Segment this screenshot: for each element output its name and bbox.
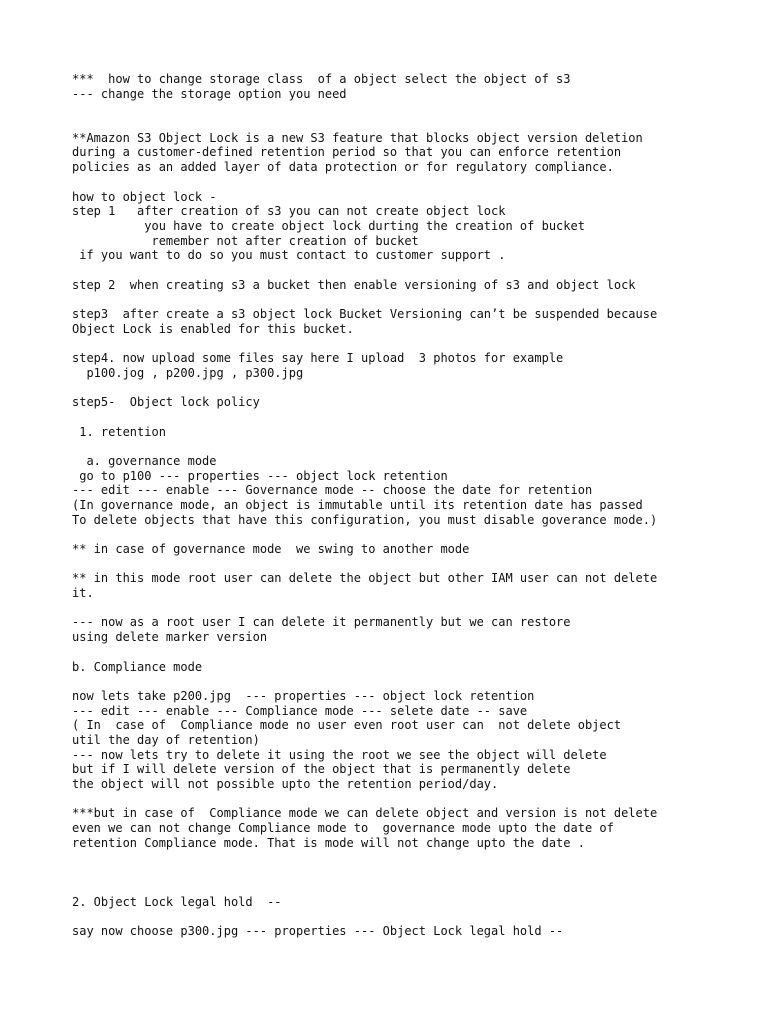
blank-line (72, 850, 752, 865)
blank-line (72, 792, 752, 807)
text-line: but if I will delete version of the object that is permanently delete (72, 762, 571, 777)
text-line: ( In case of Compliance mode no user even root user can not delete object (72, 718, 622, 733)
text-line: if you want to do so you must contact to customer support . (72, 248, 506, 263)
text-line: **Amazon S3 Object Lock is a new S3 feature that blocks object version deletion (72, 130, 643, 145)
blank-line (72, 645, 752, 660)
blank-line (72, 263, 752, 278)
text-line: ** in case of governance mode we swing to another mode (72, 542, 470, 556)
text-line: step5- Object lock policy (72, 395, 260, 410)
text-line: 1. retention (72, 424, 166, 439)
text-line: how to object lock - (72, 189, 217, 204)
text-line: To delete objects that have this configuration, you must disable goverance mode.) (72, 512, 658, 527)
text-line: util the day of retention) (72, 732, 260, 747)
text-line: step4. now upload some files say here I upload 3 photos for example (72, 351, 564, 366)
text-line: during a customer-defined retention period so that you can enforce retention (72, 145, 622, 160)
text-line: b. Compliance mode (72, 659, 203, 674)
text-line: remember not after creation of bucket (72, 233, 419, 248)
text-line: --- now as a root user I can delete it permanently but we can restore (72, 615, 571, 630)
text-line: step 1 after creation of s3 you can not create object lock (72, 204, 506, 219)
text-line: it. (72, 586, 94, 601)
blank-line (72, 380, 752, 395)
document-page (72, 72, 752, 939)
blank-line (72, 601, 752, 616)
text-line: --- now lets try to delete it using the root we see the object will delete (72, 747, 607, 762)
text-line: policies as an added layer of data protection or for regulatory compliance. (72, 160, 614, 175)
blank-line (72, 101, 752, 116)
blank-line (72, 175, 752, 190)
blank-line (72, 336, 752, 351)
text-line: go to p100 --- properties --- object lock retention (72, 468, 448, 483)
text-line: the object will not possible upto the retention period/day. (72, 777, 499, 791)
blank-line (72, 116, 752, 131)
blank-line (72, 909, 752, 924)
blank-line (72, 557, 752, 572)
blank-line (72, 674, 752, 689)
text-line: now lets take p200.jpg --- properties --- object lock retention (72, 688, 535, 703)
text-line: ***but in case of Compliance mode we can delete object and version is not delete (72, 806, 658, 821)
blank-line (72, 865, 752, 880)
text-line: a. governance mode (72, 453, 217, 468)
text-line: say now choose p300.jpg --- properties --- Object Lock legal hold -- (72, 923, 564, 938)
blank-line (72, 292, 752, 307)
text-line: ** in this mode root user can delete the object but other IAM user can not delete (72, 571, 658, 586)
text-line: *** how to change storage class of a object select the object of s3 (72, 72, 571, 86)
text-line: you have to create object lock durting the creation of bucket (72, 218, 585, 233)
text-line: step3 after create a s3 object lock Bucket Versioning can’t be suspended because (72, 307, 658, 321)
text-line: using delete marker version (72, 630, 268, 645)
blank-line (72, 410, 752, 425)
text-line: p100.jog , p200.jpg , p300.jpg (72, 365, 304, 380)
text-line: --- change the storage option you need (72, 86, 347, 101)
text-line: (In governance mode, an object is immutable until its retention date has passed (72, 497, 643, 512)
text-line: --- edit --- enable --- Governance mode -- choose the date for retention (72, 483, 593, 498)
text-line: even we can not change Compliance mode to governance mode upto the date of (72, 821, 614, 836)
text-line: retention Compliance mode. That is mode will not change upto the date . (72, 835, 585, 850)
text-line: --- edit --- enable --- Compliance mode --- selete date -- save (72, 703, 528, 718)
text-line: Object Lock is enabled for this bucket. (72, 321, 354, 336)
text-line: 2. Object Lock legal hold -- (72, 894, 282, 909)
text-line: step 2 when creating s3 a bucket then enable versioning of s3 and object lock (72, 277, 636, 292)
blank-line (72, 527, 752, 542)
blank-line (72, 439, 752, 454)
blank-line (72, 880, 752, 895)
